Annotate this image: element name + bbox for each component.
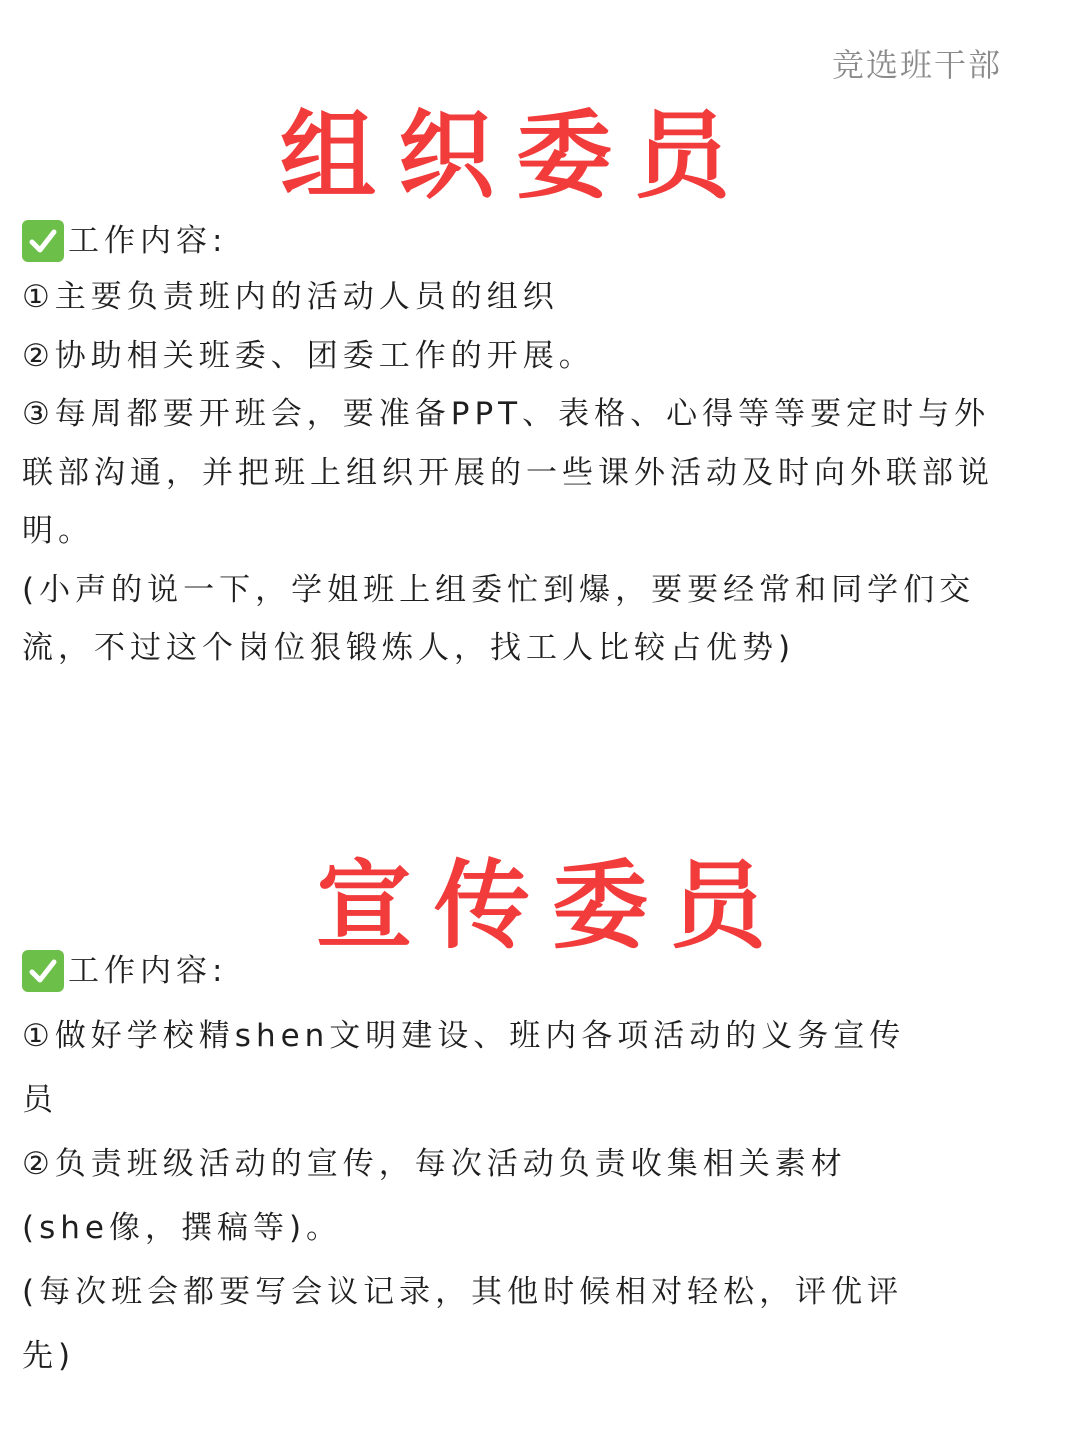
section-content-publicity-committee: [22, 948, 1052, 1388]
content-line: 明。: [22, 513, 94, 549]
content-line: ①做好学校精shen文明建设、班内各项活动的义务宣传: [22, 1018, 906, 1054]
work-content-heading: [22, 948, 1052, 994]
content-line: 员: [22, 1082, 58, 1118]
content-line: 联部沟通，并把班上组织开展的一些课外活动及时向外联部说: [22, 454, 994, 491]
content-line: ③每周都要开班会，要准备PPT、表格、心得等等要定时与外: [22, 396, 991, 432]
content-line: (she像，撰稿等)。: [22, 1210, 343, 1246]
work-content-heading: [22, 218, 1052, 264]
content-line: ②负责班级活动的宣传，每次活动负责收集相关素材: [22, 1146, 847, 1182]
content-line: ①主要负责班内的活动人员的组织: [22, 279, 559, 315]
content-line: 先): [22, 1338, 76, 1374]
content-line: 流，不过这个岗位狠锻炼人，找工人比较占优势): [22, 630, 796, 666]
work-content-label: 工作内容:: [68, 222, 228, 259]
check-mark-icon: [22, 220, 64, 262]
watermark-text: 竞选班干部: [831, 46, 1002, 84]
section-title-organizing-committee: 组织委员: [280, 99, 752, 212]
section-title-publicity-committee: 宣传委员: [316, 849, 788, 962]
section-content-organizing-committee: [22, 218, 1052, 678]
content-line: ②协助相关班委、团委工作的开展。: [22, 337, 595, 374]
content-line: (小声的说一下，学姐班上组委忙到爆，要要经常和同学们交: [22, 571, 976, 608]
work-content-label: 工作内容:: [68, 953, 228, 989]
content-line: (每次班会都要写会议记录，其他时候相对轻松，评优评: [22, 1274, 904, 1310]
check-mark-icon: [22, 950, 64, 992]
